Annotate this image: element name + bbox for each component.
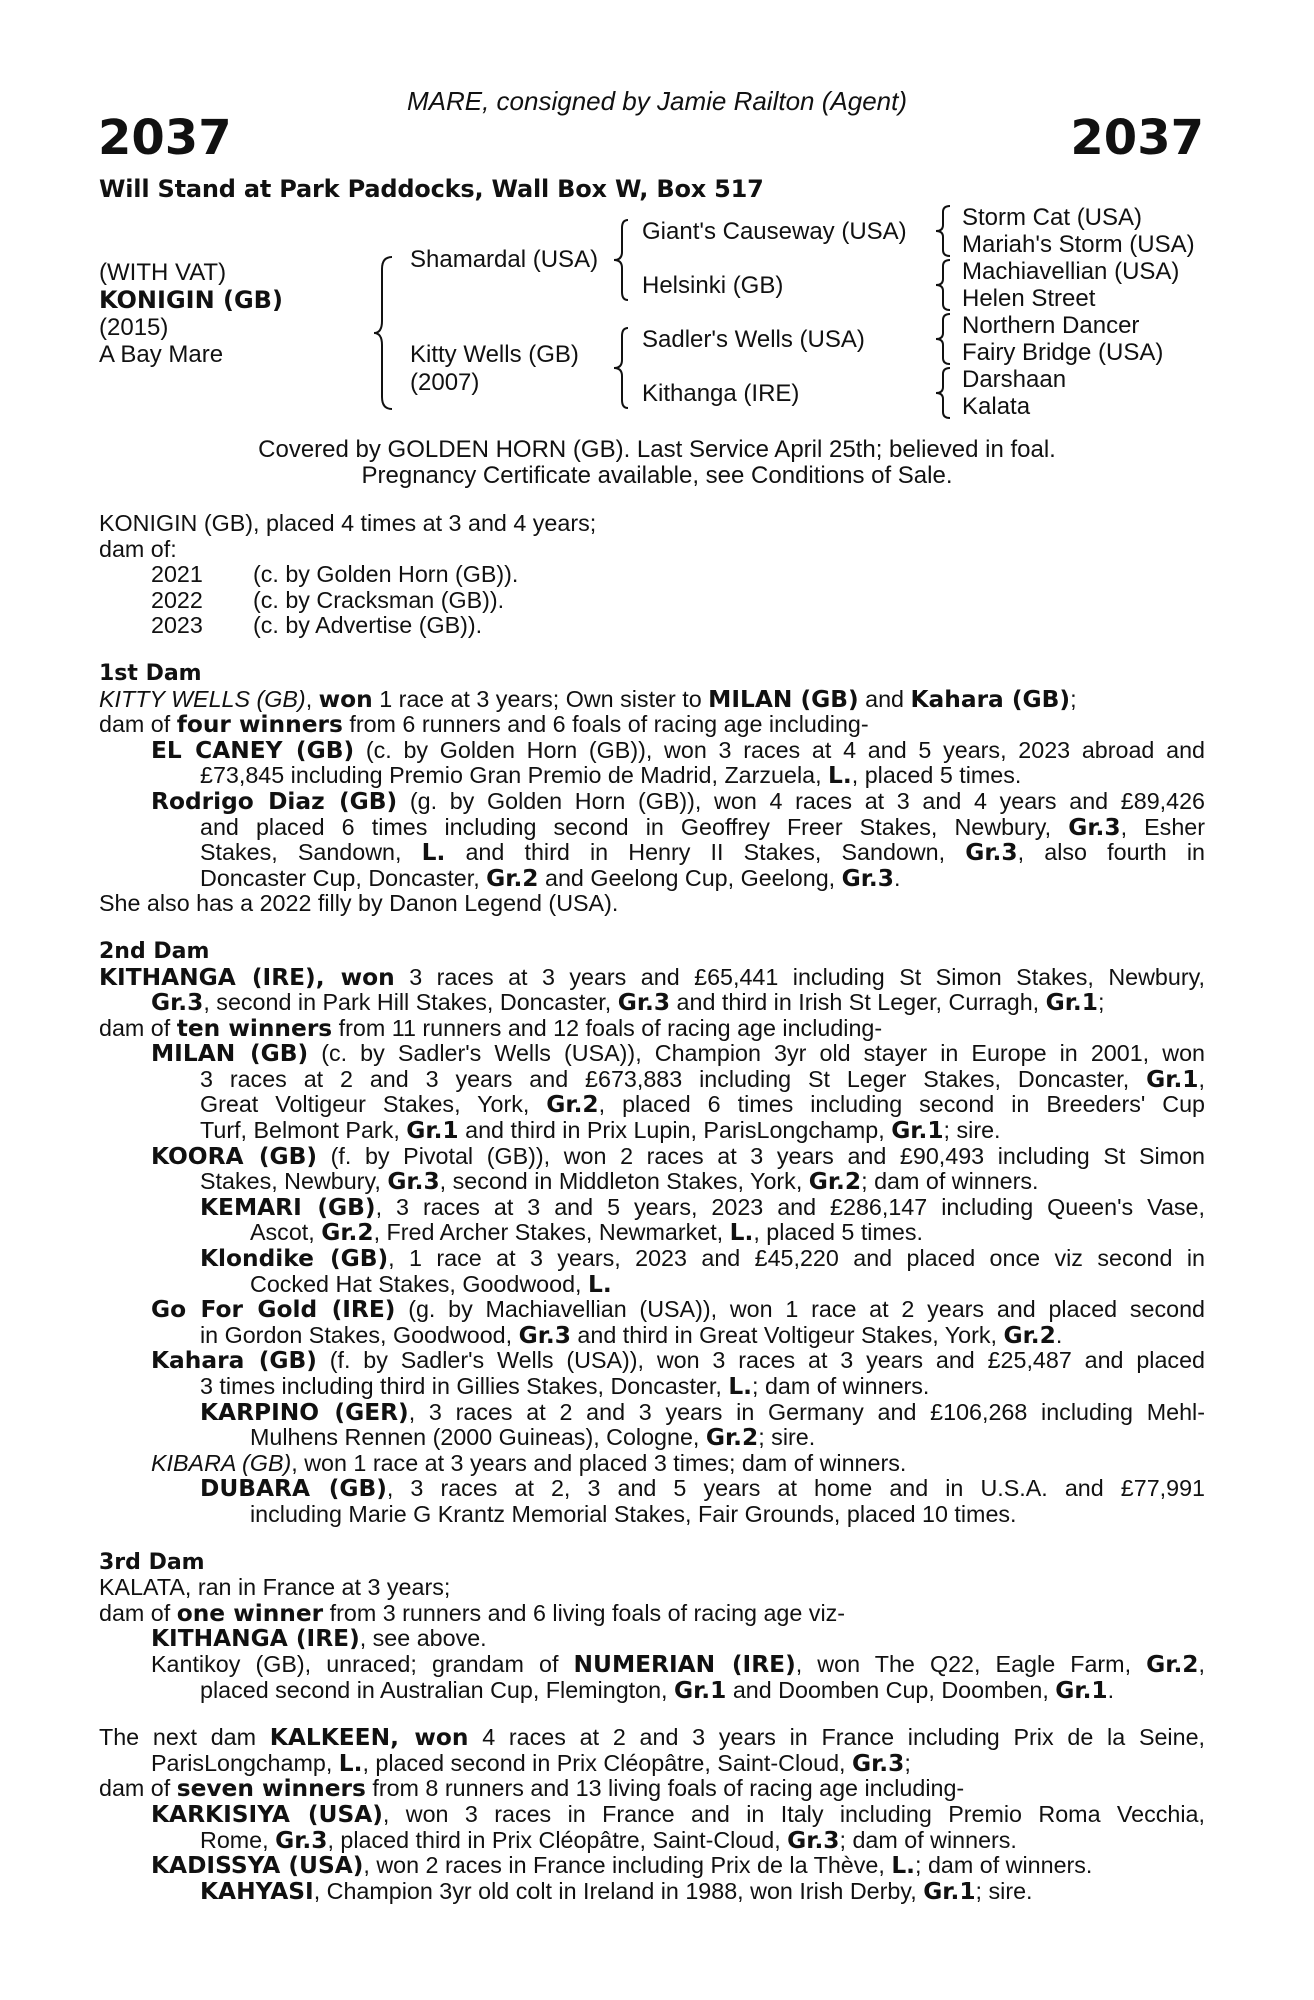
pedigree-brace-g1 bbox=[936, 204, 952, 258]
progeny-kemari-cont: Ascot, Gr.2, Fred Archer Stakes, Newmarket, L., placed 5 times. bbox=[250, 1219, 923, 1247]
dam-dam: Kithanga (IRE) bbox=[642, 380, 800, 407]
progeny-karkisiya: KARKISIYA (USA), won 3 races in France and in Italy including Premio Roma Vecchia, bbox=[151, 1801, 1205, 1828]
first-dam-dam-of: dam of four winners from 6 runners and 6 foals of racing age including- bbox=[99, 711, 869, 739]
progeny-kahyasi: KAHYASI, Champion 3yr old colt in Ireland in 1988, won Irish Derby, Gr.1; sire. bbox=[200, 1877, 1033, 1905]
pedigree-brace-dam bbox=[614, 326, 632, 410]
horse-description: A Bay Mare bbox=[99, 341, 224, 368]
sire-name: Shamardal (USA) bbox=[410, 246, 599, 273]
covered-line: Covered by GOLDEN HORN (GB). Last Service April 25th; believed in foal. bbox=[258, 436, 1056, 463]
progeny-dubara-cont: including Marie G Krantz Memorial Stakes, Fair Grounds, placed 10 times. bbox=[250, 1500, 1017, 1527]
sire-sire: Giant's Causeway (USA) bbox=[642, 218, 907, 245]
pregnancy-line: Pregnancy Certificate available, see Conditions of Sale. bbox=[361, 462, 953, 489]
progeny-klondike-cont: Cocked Hat Stakes, Goodwood, L. bbox=[250, 1270, 612, 1298]
first-dam-line: KITTY WELLS (GB), won 1 race at 3 years; Own sister to MILAN (GB) and Kahara (GB); bbox=[99, 685, 1077, 713]
lot-number-left: 2037 bbox=[98, 110, 232, 166]
progeny-kithanga: KITHANGA (IRE), see above. bbox=[151, 1625, 487, 1653]
progeny-kantikoy: Kantikoy (GB), unraced; grandam of NUMERIAN (IRE), won The Q22, Eagle Farm, Gr.2, bbox=[151, 1651, 1205, 1678]
progeny-go-for-gold-cont: in Gordon Stakes, Goodwood, Gr.3 and third in Great Voltigeur Stakes, York, Gr.2. bbox=[200, 1321, 1063, 1349]
progeny-rodrigo-diaz-cont: Doncaster Cup, Doncaster, Gr.2 and Geelong Cup, Geelong, Gr.3. bbox=[200, 864, 901, 892]
progeny-rodrigo-diaz: Rodrigo Diaz (GB) (g. by Golden Horn (GB)), won 4 races at 3 and 4 years and £89,426 bbox=[151, 788, 1205, 815]
progeny-milan: MILAN (GB) (c. by Sadler's Wells (USA)), Champion 3yr old stayer in Europe in 2001, won bbox=[151, 1041, 1205, 1067]
catalogue-body bbox=[99, 511, 1205, 1904]
progeny-el-caney-cont: £73,845 including Premio Gran Premio de Madrid, Zarzuela, L., placed 5 times. bbox=[200, 762, 1022, 790]
consignor-line: MARE, consigned by Jamie Railton (Agent) bbox=[406, 86, 907, 116]
progeny-milan-cont: Turf, Belmont Park, Gr.1 and third in Prix Lupin, ParisLongchamp, Gr.1; sire. bbox=[200, 1117, 1001, 1145]
second-dam-heading: 2nd Dam bbox=[99, 938, 210, 964]
first-dam-heading: 1st Dam bbox=[99, 660, 202, 686]
progeny-kahara-cont: 3 times including third in Gillies Stakes, Doncaster, L.; dam of winners. bbox=[200, 1373, 930, 1400]
progeny-kahara: Kahara (GB) (f. by Sadler's Wells (USA)), won 3 races at 3 years and £25,487 and placed bbox=[151, 1348, 1205, 1374]
pedigree-brace-main bbox=[374, 255, 396, 411]
progeny-karkisiya-cont: Rome, Gr.3, placed third in Prix Cléopâtre, Saint-Cloud, Gr.3; dam of winners. bbox=[200, 1826, 1017, 1854]
progeny-kemari: KEMARI (GB), 3 races at 3 and 5 years, 2023 and £286,147 including Queen's Vase, bbox=[200, 1194, 1205, 1221]
produce-dam-of: dam of: bbox=[99, 535, 177, 562]
next-dam-line: The next dam KALKEEN, won 4 races at 2 and 3 years in France including Prix de la Seine, bbox=[99, 1725, 1205, 1751]
first-dam-filly-note: She also has a 2022 filly by Danon Legend (USA). bbox=[99, 890, 619, 917]
produce-intro: KONIGIN (GB), placed 4 times at 3 and 4 years; bbox=[99, 510, 597, 536]
next-dam-dam-of: dam of seven winners from 8 runners and 13 living foals of racing age including- bbox=[99, 1775, 965, 1803]
lot-number-right: 2037 bbox=[1070, 110, 1204, 166]
progeny-el-caney: EL CANEY (GB) (c. by Golden Horn (GB)), won 3 races at 4 and 5 years, 2023 abroad and bbox=[151, 737, 1205, 764]
progeny-go-for-gold: Go For Gold (IRE) (g. by Machiavellian (USA)), won 1 race at 2 years and placed second bbox=[151, 1297, 1205, 1323]
produce-foal: 2021 (c. by Golden Horn (GB)). bbox=[151, 561, 519, 588]
vat-note: (WITH VAT) bbox=[99, 259, 227, 286]
stand-location: Will Stand at Park Paddocks, Wall Box W, Box 517 bbox=[99, 175, 764, 203]
progeny-rodrigo-diaz-cont: and placed 6 times including second in Geoffrey Freer Stakes, Newbury, Gr.3, Esher bbox=[200, 814, 1205, 841]
progeny-kadissya: KADISSYA (USA), won 2 races in France including Prix de la Thève, L.; dam of winners. bbox=[151, 1852, 1093, 1880]
ancestor-g1: Storm Cat (USA) bbox=[962, 204, 1143, 231]
sire-dam: Helsinki (GB) bbox=[642, 272, 784, 299]
progeny-kantikoy-cont: placed second in Australian Cup, Flemington, Gr.1 and Doomben Cup, Doomben, Gr.1. bbox=[200, 1676, 1115, 1704]
third-dam-dam-of: dam of one winner from 3 runners and 6 living foals of racing age viz- bbox=[99, 1599, 846, 1627]
third-dam-line: KALATA, ran in France at 3 years; bbox=[99, 1574, 451, 1601]
progeny-karpino-cont: Mulhens Rennen (2000 Guineas), Cologne, Gr.2; sire. bbox=[250, 1424, 816, 1452]
ancestor-g8: Kalata bbox=[962, 393, 1031, 420]
ancestor-g6: Fairy Bridge (USA) bbox=[962, 339, 1164, 366]
progeny-koora: KOORA (GB) (f. by Pivotal (GB)), won 2 races at 3 years and £90,493 including St Simon bbox=[151, 1143, 1205, 1170]
ancestor-g7: Darshaan bbox=[962, 366, 1067, 393]
progeny-klondike: Klondike (GB), 1 race at 3 years, 2023 and £45,220 and placed once viz second in bbox=[200, 1246, 1205, 1272]
produce-foal: 2022 (c. by Cracksman (GB)). bbox=[151, 586, 505, 613]
progeny-koora-cont: Stakes, Newbury, Gr.3, second in Middleton Stakes, York, Gr.2; dam of winners. bbox=[200, 1168, 1039, 1196]
pedigree-brace-g3 bbox=[936, 312, 952, 366]
ancestor-g2: Mariah's Storm (USA) bbox=[962, 231, 1195, 258]
pedigree-brace-g2 bbox=[936, 258, 952, 312]
ancestor-g3: Machiavellian (USA) bbox=[962, 258, 1180, 285]
progeny-karpino: KARPINO (GER), 3 races at 2 and 3 years in Germany and £106,268 including Mehl- bbox=[200, 1399, 1205, 1426]
dam-year: (2007) bbox=[410, 369, 480, 396]
horse-name: KONIGIN (GB) bbox=[99, 286, 283, 314]
horse-year: (2015) bbox=[99, 314, 169, 341]
progeny-kibara: KIBARA (GB), won 1 race at 3 years and placed 3 times; dam of winners. bbox=[151, 1449, 907, 1476]
progeny-dubara: DUBARA (GB), 3 races at 2, 3 and 5 years at home and in U.S.A. and £77,991 bbox=[200, 1476, 1205, 1502]
dam-name: Kitty Wells (GB) bbox=[410, 341, 579, 368]
second-dam-dam-of: dam of ten winners from 11 runners and 12 foals of racing age including- bbox=[99, 1014, 883, 1042]
pedigree-brace-g4 bbox=[936, 366, 952, 420]
ancestor-g4: Helen Street bbox=[962, 285, 1096, 312]
progeny-milan-cont: Great Voltigeur Stakes, York, Gr.2, placed 6 times including second in Breeders' Cup bbox=[200, 1092, 1205, 1119]
second-dam-line: KITHANGA (IRE), won 3 races at 3 years and £65,441 including St Simon Stakes, Newbury, bbox=[99, 964, 1205, 991]
next-dam-line-cont: ParisLongchamp, L., placed second in Prix Cléopâtre, Saint-Cloud, Gr.3; bbox=[151, 1749, 911, 1777]
produce-foal: 2023 (c. by Advertise (GB)). bbox=[151, 612, 483, 639]
dam-sire: Sadler's Wells (USA) bbox=[642, 326, 865, 353]
ancestor-g5: Northern Dancer bbox=[962, 312, 1140, 339]
second-dam-line-cont: Gr.3, second in Park Hill Stakes, Doncaster, Gr.3 and third in Irish St Leger, Curragh, Gr.1; bbox=[151, 989, 1105, 1017]
pedigree-brace-sire bbox=[614, 218, 632, 302]
progeny-rodrigo-diaz-cont: Stakes, Sandown, L. and third in Henry II Stakes, Sandown, Gr.3, also fourth in bbox=[200, 840, 1205, 866]
third-dam-heading: 3rd Dam bbox=[99, 1549, 205, 1575]
progeny-milan-cont: 3 races at 2 and 3 years and £673,883 including St Leger Stakes, Doncaster, Gr.1, bbox=[200, 1066, 1205, 1093]
